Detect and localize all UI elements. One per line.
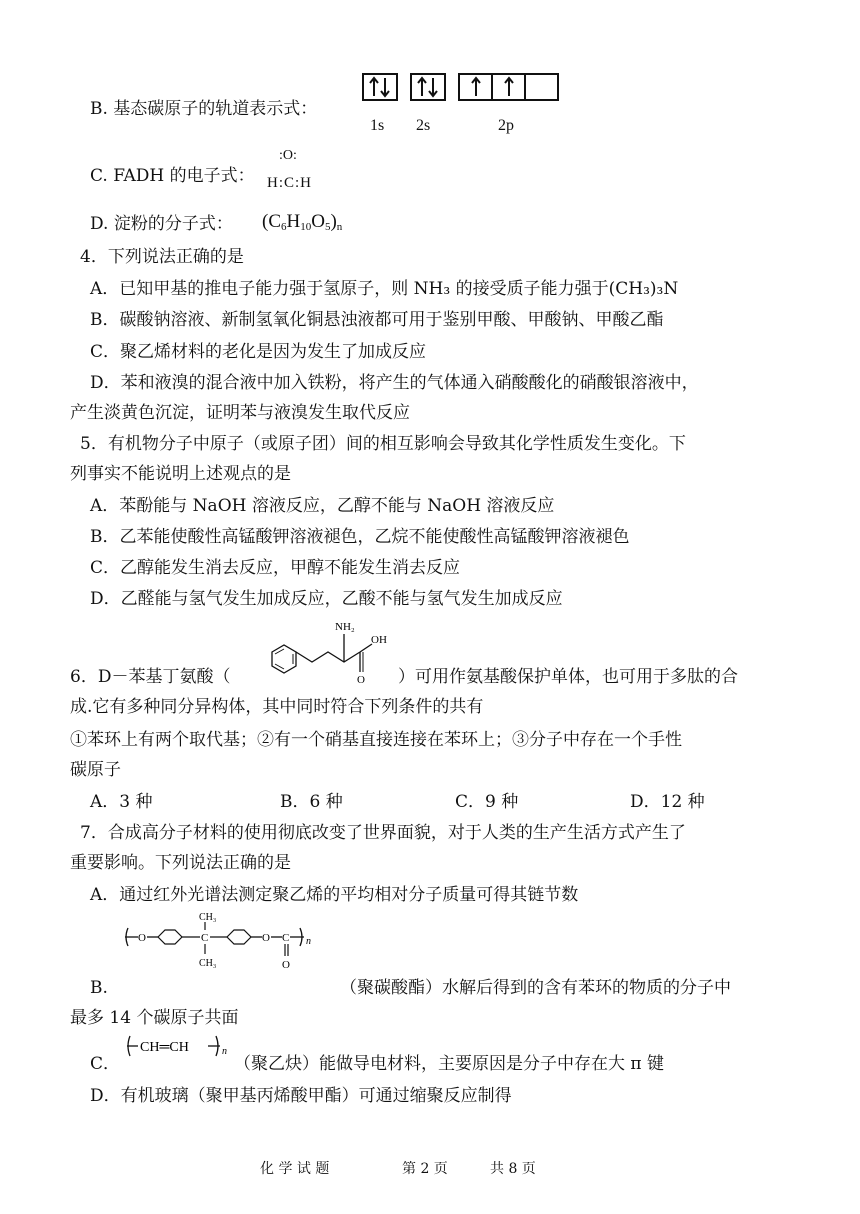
q6-stem-post: ）可用作氨基酸保护单体，也可用于多肽的合 <box>398 667 738 687</box>
q7-option-a: A．通过红外光谱法测定聚乙烯的平均相对分子质量可得其链节数 <box>90 885 579 905</box>
footer-total: 共 8 页 <box>490 1161 536 1177</box>
q7-option-c-text: （聚乙炔）能做导电材料，主要原因是分子中存在大 π 键 <box>234 1054 664 1074</box>
q7-stem-line1: 7．合成高分子材料的使用彻底改变了世界面貌，对于人类的生产生活方式产生了 <box>80 823 686 843</box>
svg-text:C: C <box>201 932 209 944</box>
q6-option-c: C．9 种 <box>455 792 519 812</box>
polycarbonate-structure <box>122 906 347 986</box>
q4-option-b: B．碳酸钠溶液、新制氢氧化铜悬浊液都可用于鉴别甲酸、甲酸钠、甲酸乙酯 <box>90 310 664 330</box>
orbital-label-1s: 1s <box>370 117 385 134</box>
q3-option-c: C. FADH 的电子式： <box>90 166 255 186</box>
svg-text:C: C <box>282 932 290 944</box>
svg-text:O: O <box>262 932 270 944</box>
q7-option-b-text2: 最多 14 个碳原子共面 <box>70 1008 239 1028</box>
q5-option-c: C．乙醇能发生消去反应，甲醇不能发生消去反应 <box>90 558 461 578</box>
ch3-top-label: CH₃ <box>199 912 217 923</box>
orbital-label-2s: 2s <box>416 117 431 134</box>
footer-page: 第 2 页 <box>402 1161 448 1177</box>
q5-option-b: B．乙苯能使酸性高锰酸钾溶液褪色，乙烷不能使酸性高锰酸钾溶液褪色 <box>90 527 630 547</box>
q5-option-d: D．乙醛能与氢气发生加成反应，乙酸不能与氢气发生加成反应 <box>90 589 563 609</box>
h-c-h: H:C:H <box>267 175 313 191</box>
q7-stem-line2: 重要影响。下列说法正确的是 <box>70 853 291 873</box>
svg-text:O: O <box>138 932 146 944</box>
q6-conditions-line2: 碳原子 <box>70 760 121 780</box>
footer-subject: 化 学 试 题 <box>260 1161 330 1177</box>
paired-arrows-icon <box>412 75 444 99</box>
q4-option-a: A．已知甲基的推电子能力强于氢原子，则 NH₃ 的接受质子能力强于(CH₃)₃N <box>90 279 679 299</box>
svg-text:n: n <box>222 1046 227 1057</box>
o-label: O <box>357 674 365 686</box>
q6-option-d: D．12 种 <box>630 792 705 812</box>
paired-arrows-icon <box>364 75 396 99</box>
q6-option-a: A．3 种 <box>90 792 153 812</box>
q7-option-d: D．有机玻璃（聚甲基丙烯酸甲酯）可通过缩聚反应制得 <box>90 1086 512 1106</box>
ch3-bottom-label: CH₃ <box>199 958 217 969</box>
starch-formula: $(C_6H_{10}O_5)_n$ <box>262 211 343 233</box>
q7-option-b-label: B. <box>90 978 108 998</box>
svg-text:O: O <box>282 959 290 971</box>
orbital-2s-box <box>410 73 446 101</box>
q5-option-a: A．苯酚能与 NaOH 溶液反应，乙醇不能与 NaOH 溶液反应 <box>90 496 555 516</box>
polyacetylene-structure <box>122 1030 234 1064</box>
orbital-label-2p: 2p <box>498 117 514 134</box>
q4-option-c: C．聚乙烯材料的老化是因为发生了加成反应 <box>90 342 427 362</box>
q4-option-d-line1: D．苯和液溴的混合液中加入铁粉，将产生的气体通入硝酸酸化的硝酸银溶液中， <box>90 373 699 393</box>
oh-label: OH <box>371 634 387 646</box>
q6-option-b: B．6 种 <box>280 792 343 812</box>
ch-ch-label: CH═CH <box>140 1040 189 1055</box>
q7-option-c-label: C． <box>90 1054 121 1074</box>
q5-stem-line2: 列事实不能说明上述观点的是 <box>70 464 291 484</box>
q6-stem-line2: 成.它有多种同分异构体，其中同时符合下列条件的共有 <box>70 697 484 717</box>
phenylbutyric-acid-structure <box>250 612 395 692</box>
oxygen-dots: :O: <box>279 148 297 163</box>
q3-option-d: D. 淀粉的分子式： <box>90 214 233 234</box>
q6-stem-pre: 6．D－苯基丁氨酸（ <box>70 667 231 687</box>
q7-option-b-text: （聚碳酸酯）水解后得到的含有苯环的物质的分子中 <box>340 978 731 998</box>
q5-stem-line1: 5．有机物分子中原子（或原子团）间的相互影响会导致其化学性质发生变化。下 <box>80 434 686 454</box>
q3-option-b: B. 基态碳原子的轨道表示式： <box>90 99 318 119</box>
q4-stem: 4．下列说法正确的是 <box>80 247 244 267</box>
polymer-n-label: n <box>306 936 311 947</box>
q6-conditions-line1: ①苯环上有两个取代基；②有一个硝基直接连接在苯环上；③分子中存在一个手性 <box>70 730 682 750</box>
orbital-2p-box <box>458 73 559 101</box>
nh2-label: NH₂ <box>335 621 355 633</box>
q4-option-d-line2: 产生淡黄色沉淀，证明苯与液溴发生取代反应 <box>70 403 410 423</box>
orbital-1s-box <box>362 73 398 101</box>
unpaired-arrows-icon <box>460 75 557 99</box>
